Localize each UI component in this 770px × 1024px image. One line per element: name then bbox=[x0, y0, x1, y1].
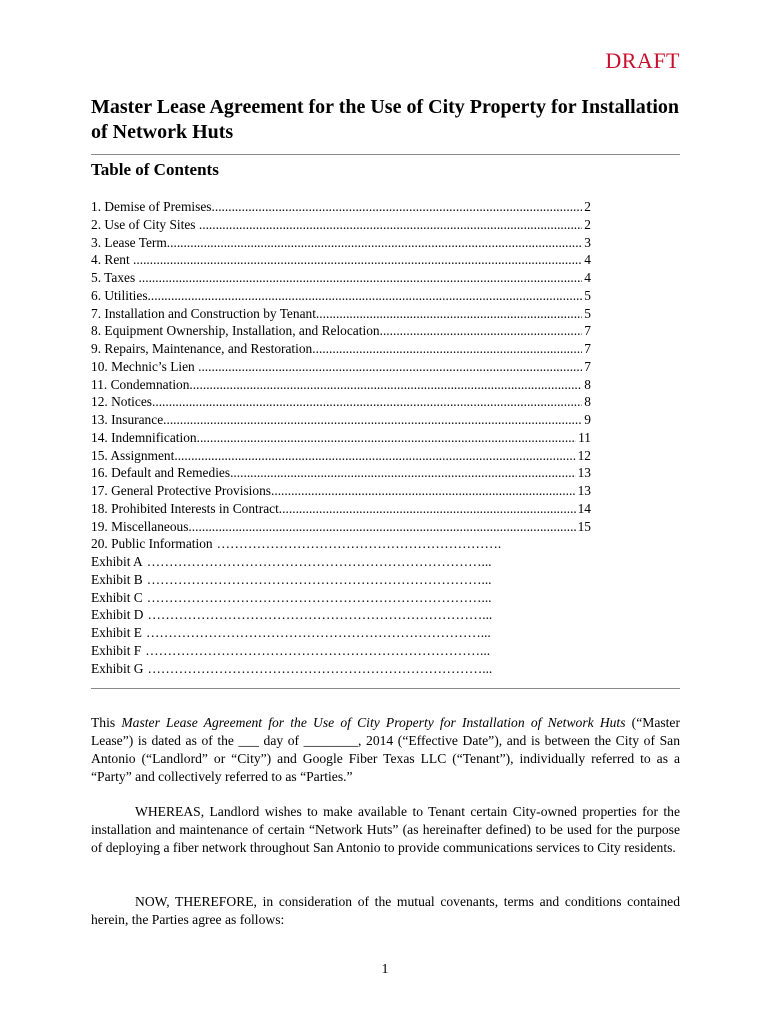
toc-entry-label: 3. Lease Term bbox=[91, 234, 167, 250]
toc-entry[interactable] bbox=[91, 660, 591, 678]
toc-entry[interactable] bbox=[91, 358, 591, 376]
toc-entry[interactable] bbox=[91, 429, 591, 447]
table-of-contents bbox=[91, 198, 591, 677]
toc-dot-leader bbox=[193, 376, 583, 394]
toc-entry-page: 4 bbox=[584, 252, 591, 268]
toc-dot-leader bbox=[163, 411, 582, 429]
toc-dot-leader bbox=[282, 500, 575, 518]
intro-rest: (“Master Lease”) is dated as of the ___ day of ________, 2014 (“Effective Date”), and is between the City of San Antonio (“Landlord” or “City”) and Google Fiber Texas LLC (“Tenant”), individually referred to as a “Party” and collectively referred to as “Parties.” bbox=[91, 715, 680, 784]
toc-dot-leader bbox=[212, 198, 583, 216]
toc-entry[interactable] bbox=[91, 234, 591, 252]
toc-entry[interactable] bbox=[91, 393, 591, 411]
toc-entry[interactable] bbox=[91, 340, 591, 358]
document-title: Master Lease Agreement for the Use of City Property for Installation of Network Huts bbox=[91, 96, 680, 143]
toc-entry[interactable] bbox=[91, 287, 591, 305]
toc-dot-leader bbox=[319, 305, 582, 323]
toc-entry-label: 18. Prohibited Interests in Contract. bbox=[91, 500, 283, 516]
toc-entry[interactable] bbox=[91, 198, 591, 216]
toc-dot-leader bbox=[316, 340, 583, 358]
toc-entry[interactable] bbox=[91, 571, 591, 589]
toc-entry-page: 4 bbox=[584, 270, 591, 285]
toc-dot-leader: …………………………………………………………………... bbox=[147, 607, 493, 623]
toc-dot-leader bbox=[197, 429, 576, 447]
toc-entry-label: 16. Default and Remedies. bbox=[91, 465, 234, 481]
page-number: 1 bbox=[381, 962, 389, 977]
toc-entry[interactable] bbox=[91, 535, 591, 553]
toc-entry-label: Exhibit G bbox=[91, 660, 144, 676]
toc-entry-label: 12. Notices bbox=[91, 394, 152, 410]
toc-dot-leader: …………………………………………………………………... bbox=[145, 642, 491, 658]
toc-entry[interactable] bbox=[91, 322, 591, 340]
toc-dot-leader bbox=[167, 234, 583, 252]
toc-entry-page: 7 bbox=[584, 358, 591, 374]
toc-entry[interactable] bbox=[91, 251, 591, 269]
toc-dot-leader: ………………………………………………………. bbox=[216, 536, 502, 552]
toc-dot-leader bbox=[178, 447, 576, 465]
toc-entry[interactable] bbox=[91, 553, 591, 571]
toc-dot-leader bbox=[152, 393, 582, 411]
draft-watermark-label: DRAFT bbox=[605, 48, 680, 73]
toc-dot-leader bbox=[136, 251, 582, 269]
toc-dot-leader: …………………………………………………………………... bbox=[145, 625, 491, 640]
toc-heading: Table of Contents bbox=[91, 160, 219, 179]
toc-entry-page: 11 bbox=[578, 429, 591, 445]
toc-dot-leader: …………………………………………………………………... bbox=[147, 660, 493, 676]
toc-entry[interactable] bbox=[91, 606, 591, 624]
toc-entry-label: 4. Rent . bbox=[91, 252, 137, 268]
toc-entry[interactable] bbox=[91, 482, 591, 500]
toc-entry-label: 20. Public Information bbox=[91, 536, 213, 552]
toc-entry-page: 5 bbox=[584, 287, 591, 303]
toc-entry[interactable] bbox=[91, 464, 591, 482]
toc-entry[interactable] bbox=[91, 269, 591, 287]
now-therefore-paragraph: NOW, THEREFORE, in consideration of the mutual covenants, terms and conditions contained herein, the Parties agree as follows: bbox=[91, 894, 680, 927]
intro-agreement-title: Master Lease Agreement for the Use of City Property for Installation of Network Huts bbox=[121, 715, 626, 730]
toc-entry-label: Exhibit F bbox=[91, 642, 142, 658]
toc-entry[interactable] bbox=[91, 216, 591, 234]
toc-entry-page: 8 bbox=[584, 394, 591, 410]
toc-entry[interactable] bbox=[91, 376, 591, 394]
toc-entry-label: 2. Use of City Sites . bbox=[91, 216, 203, 232]
toc-entry-label: Exhibit C bbox=[91, 589, 143, 605]
toc-entry-label: Exhibit D bbox=[91, 607, 144, 623]
toc-entry-label: 1. Demise of Premises bbox=[91, 199, 212, 214]
toc-entry-label: 7. Installation and Construction by Tenant. bbox=[91, 305, 320, 321]
toc-entry-page: 13 bbox=[577, 483, 591, 498]
toc-entry-page: 7 bbox=[584, 341, 591, 356]
toc-entry-page: 3 bbox=[584, 234, 591, 250]
toc-dot-leader bbox=[192, 518, 576, 536]
toc-entry-label: 11. Condemnation. bbox=[91, 376, 193, 392]
toc-entry[interactable] bbox=[91, 589, 591, 607]
toc-entry-label: 15. Assignment. bbox=[91, 447, 178, 463]
toc-entry[interactable] bbox=[91, 500, 591, 518]
toc-entry-page: 7 bbox=[584, 323, 591, 339]
toc-entry-page: 5 bbox=[584, 305, 591, 321]
toc-entry-label: 17. General Protective Provisions bbox=[91, 483, 271, 498]
toc-entry-label: 13. Insurance bbox=[91, 412, 164, 427]
toc-entry-label: 19. Miscellaneous. bbox=[91, 518, 192, 534]
toc-dot-leader: …………………………………………………………………... bbox=[146, 589, 492, 605]
toc-entry-page: 2 bbox=[584, 199, 591, 214]
toc-entry[interactable] bbox=[91, 624, 591, 642]
toc-entry-page: 14 bbox=[577, 500, 591, 516]
bottom-divider bbox=[91, 688, 680, 689]
toc-dot-leader bbox=[383, 322, 582, 340]
toc-entry[interactable] bbox=[91, 411, 591, 429]
toc-entry[interactable] bbox=[91, 305, 591, 323]
toc-entry[interactable] bbox=[91, 447, 591, 465]
toc-entry[interactable] bbox=[91, 518, 591, 536]
whereas-paragraph: WHEREAS, Landlord wishes to make available to Tenant certain City-owned properties for the installation and maintenance of certain “Network Huts” (as hereinafter defined) to be used for the purpose of deploying a fiber network throughout San Antonio to provide communications services to City residents. bbox=[91, 804, 680, 855]
toc-entry-label: 8. Equipment Ownership, Installation, and Relocation. bbox=[91, 323, 383, 339]
toc-dot-leader bbox=[233, 464, 575, 482]
toc-entry-label: 6. Utilities bbox=[91, 287, 148, 303]
toc-dot-leader bbox=[148, 287, 583, 305]
toc-entry-page: 15 bbox=[577, 518, 591, 534]
toc-dot-leader bbox=[201, 358, 582, 376]
toc-entry-label: Exhibit B bbox=[91, 571, 143, 587]
toc-entry-label: 5. Taxes . bbox=[91, 270, 142, 285]
toc-entry-label: Exhibit A bbox=[91, 554, 143, 569]
toc-entry[interactable] bbox=[91, 642, 591, 660]
top-divider bbox=[91, 154, 680, 155]
toc-entry-page: 12 bbox=[577, 447, 591, 463]
toc-dot-leader bbox=[202, 216, 582, 234]
toc-entry-label: 9. Repairs, Maintenance, and Restoration. bbox=[91, 341, 316, 356]
toc-dot-leader bbox=[271, 482, 576, 500]
toc-entry-page: 9 bbox=[584, 412, 591, 427]
toc-entry-label: Exhibit E bbox=[91, 625, 142, 640]
toc-entry-page: 13 bbox=[577, 465, 591, 481]
toc-entry-label: 14. Indemnification bbox=[91, 429, 197, 445]
toc-dot-leader: …………………………………………………………………... bbox=[146, 571, 492, 587]
toc-entry-page: 2 bbox=[584, 216, 591, 232]
intro-paragraph bbox=[91, 714, 680, 786]
toc-entry-label: 10. Mechnic’s Lien . bbox=[91, 358, 202, 374]
intro-lead: This bbox=[91, 715, 122, 730]
toc-dot-leader bbox=[142, 269, 582, 287]
toc-dot-leader: …………………………………………………………………... bbox=[146, 554, 492, 569]
toc-entry-page: 8 bbox=[584, 376, 591, 392]
